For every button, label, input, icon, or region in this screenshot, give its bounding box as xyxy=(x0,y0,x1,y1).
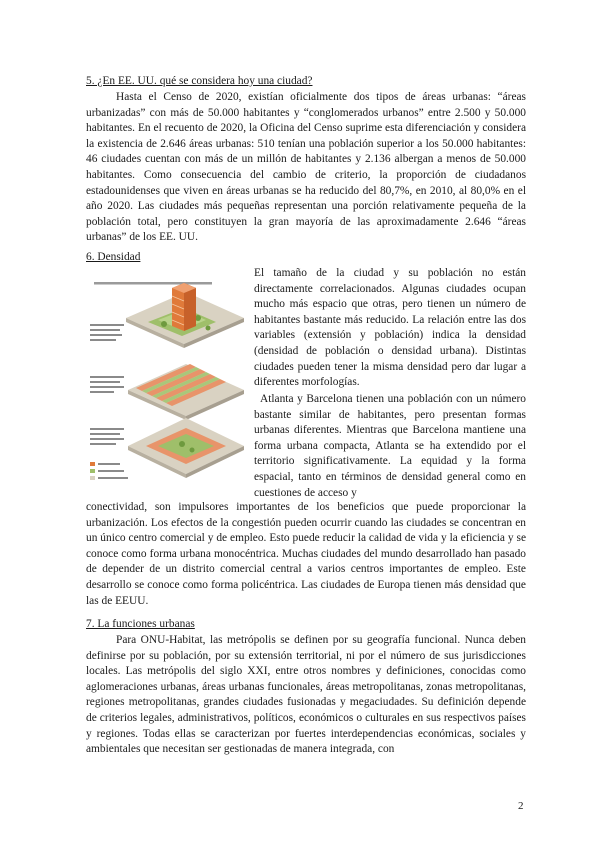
section-6-heading: 6. Densidad xyxy=(86,251,141,263)
section-6-paragraph-2-side: Atlanta y Barcelona tienen una población con un número bastante similar de habitantes, pero presentan formas urbanas diferentes. Mientras que Barcelona mantiene una forma urbana compacta, Atlanta se ha extendido por el territorio significativamente. La equidad y la forma espacial, tanto en términos de densidad general como en cuestiones de acceso y xyxy=(254,393,526,499)
section-6-paragraph-2-full: conectividad, son impulsores importantes de los beneficios que puede proporcionar la urbanización. Los efectos de la congestión pueden ocurrir cuando las ciudades se concentran en un único centro comercial y de empleo. Esto puede reducir la calidad de vida y la eficiencia y se conoce como forma urbana monocéntrica. Muchas ciudades del mundo desarrollado han pasado de depender de un distrito comercial central a varios centros importantes de empleo. Este desarrollo se conoce como forma policéntrica. Las ciudades de Europa tienen más densidad que las de EEUU. xyxy=(86,501,526,607)
density-morphology-illustration xyxy=(86,278,248,492)
section-7-heading: 7. La funciones urbanas xyxy=(86,618,195,630)
section-7-paragraph: Para ONU-Habitat, las metrópolis se definen por su geografía funcional. Nunca deben definirse por su población, por su extensión territorial, ni por el número de sus jurisdicciones locales. Las metrópolis del siglo XXI, entre otros nombres y definiciones, conocidas como aglomeraciones urbanas, áreas urbanas funcionales, áreas metropolitanas, zonas metropolitanas, regiones metropolitanas, grandes ciudades fusionadas y megaciudades. Su definición depende de criterios legales, administrativos, políticos, económicos o culturales en sus respectivos países y regiones. Todas ellas se caracterizan por fuertes interdependencias económicas, sociales y ambientales que necesitan ser gestionadas de manera integrada, con xyxy=(86,634,526,756)
section-6-paragraph-1: El tamaño de la ciudad y su población no están directamente correlacionados. Algunas ciudades ocupan mucho más espacio que otras, pero tienen un número de habitantes bastante más reducido. La relación entre las dos variables (extensión y población) indica la densidad (densidad de población o densidad urbana). Distintas ciudades pueden tener la misma densidad pero dar lugar a diferentes morfologías. xyxy=(254,267,526,389)
page-number: 2 xyxy=(518,800,524,812)
section-5-heading: 5. ¿En EE. UU. qué se considera hoy una ciudad? xyxy=(86,75,313,87)
section-5-paragraph: Hasta el Censo de 2020, existían oficialmente dos tipos de áreas urbanas: “áreas urbanizadas” con más de 50.000 habitantes y “conglomerados urbanos” entre 2.500 y 50.000 habitantes. En el recuento de 2020, la Oficina del Censo suprime esta diferenciación y considera la existencia de 2.646 áreas urbanas: 510 tenían una población superior a los 50.000 habitantes: 46 ciudades cuentan con más de un millón de habitantes y 2.136 albergan a menos de 50.000 habitantes. Como consecuencia del cambio de criterio, la proporción de ciudadanos estadounidenses que viven en áreas urbanas se ha reducido del 80,7%, en 2010, al 80,0% en el año 2020. Las ciudades más pequeñas representan una porción relativamente pequeña de la población total, pero constituyen la gran mayoría de las aproximadamente 2.646 “áreas urbanas” de los EE. UU. xyxy=(86,91,526,244)
